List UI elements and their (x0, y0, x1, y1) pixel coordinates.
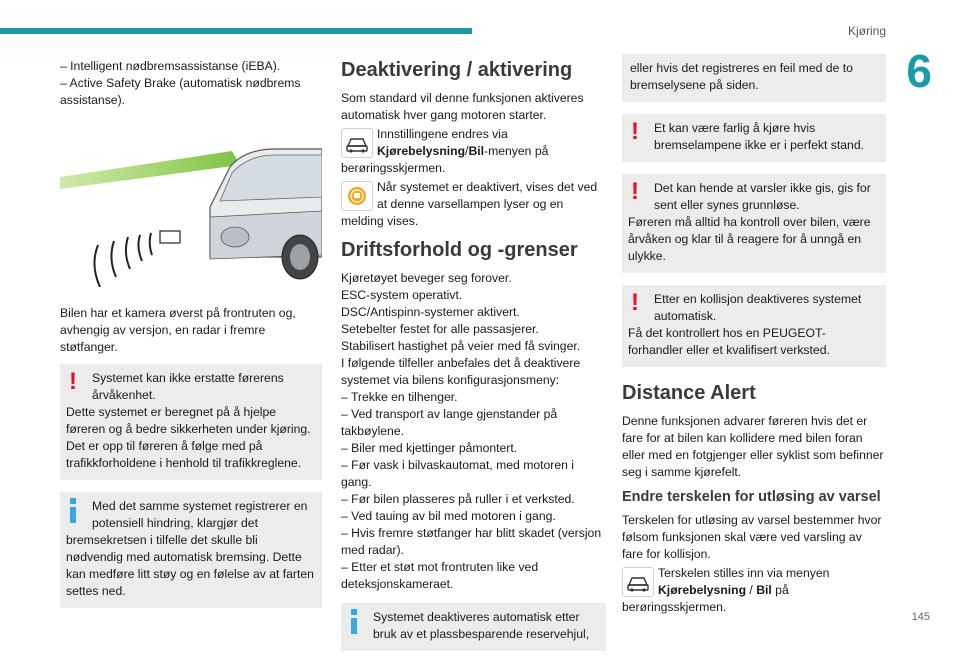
threshold-text: Terskelen stilles inn via menyen (658, 566, 830, 580)
warning-body: Dette systemet er beregnet på å hjelpe føreren og å bedre sikkerheten under kjøring. Det er opp til føreren å følge med på trafikkforholdene i henhold til trafikkreglene. (66, 405, 311, 470)
menu-name-car: Bil (468, 144, 485, 158)
warning-icon: ! (69, 368, 77, 395)
car-settings-icon (622, 567, 654, 597)
settings-text-tail: -menyen på (484, 144, 549, 158)
condition-item: ESC-system operativt. (341, 288, 463, 302)
warning-icon: ! (631, 178, 639, 205)
warning-lead: Systemet kan ikke erstatte førerens årvåkenhet. (92, 371, 284, 402)
car-settings-icon (341, 128, 373, 158)
intro-list (60, 58, 322, 109)
column-middle (341, 58, 606, 663)
condition-item: – Etter et støt mot frontruten like ved deteksjonskameraet. (341, 560, 539, 591)
indicator-text-after: melding vises. (341, 214, 419, 228)
menu-separator: / (465, 144, 469, 158)
column-right (622, 54, 886, 616)
camera-paragraph: Bilen har et kamera øverst på frontruten og, avhengig av versjon, en radar i fremre støtfanger. (60, 306, 296, 354)
info-box (341, 603, 606, 651)
deactivation-paragraph: Som standard vil denne funksjonen aktiveres automatisk hver gang motoren starter. (341, 91, 584, 122)
heading-distance-alert: Distance Alert (622, 382, 756, 404)
condition-item: – Før vask i bilvaskautomat, med motoren i gang. (341, 458, 574, 489)
condition-item: – Trekke en tilhenger. (341, 390, 458, 404)
condition-item: DSC/Antispinn-systemer aktivert. (341, 305, 520, 319)
info-icon (66, 498, 80, 522)
condition-item: Setebelter festet for alle passasjerer. (341, 322, 539, 336)
menu-separator: / (746, 583, 757, 597)
menu-name-lighting: Kjørebelysning (377, 144, 466, 158)
warning-body: Få det kontrollert hos en PEUGEOT-forhandler eller et kvalifisert verksted. (628, 326, 830, 357)
info-icon (347, 609, 361, 633)
threshold-paragraph: Terskelen for utløsing av varsel bestemmer hvor følsom funksjonen skal være ved varsling av fare for kollisjon. (622, 513, 882, 561)
warning-lead: Det kan hende at varsler ikke gis, gis for sent eller synes grunnløse. (654, 181, 871, 212)
info-text: Systemet deaktiveres automatisk etter bruk av et plassbesparende reservehjul, (373, 610, 590, 641)
warning-lead: Etter en kollisjon deaktiveres systemet automatisk. (654, 292, 862, 323)
settings-text: Innstillingene endres via (377, 127, 508, 141)
chapter-number: 6 (906, 45, 932, 97)
condition-item: I følgende tilfeller anbefales det å deaktivere systemet via bilens konfigurasjonsmeny: (341, 356, 581, 387)
info-body: bremsekretsen i tilfelle det skulle bli nødvendig med automatisk bremsing. Dette kan medføre litt støy og en følelse av at farten settes ned. (66, 533, 314, 598)
info-box (60, 492, 322, 608)
continued-text: eller hvis det registreres en feil med de to bremselysene på siden. (630, 61, 853, 92)
warning-box (60, 364, 322, 480)
column-left (60, 58, 322, 620)
menu-name-car: Bil (756, 583, 772, 597)
car-camera-figure (60, 137, 322, 287)
indicator-text: Når systemet er deaktivert, vises det ved at denne varsellampen lyser og en (377, 180, 598, 211)
deactivated-indicator (341, 179, 606, 230)
threshold-instruction (622, 565, 886, 616)
warning-icon: ! (631, 118, 639, 145)
page-number: 145 (911, 611, 930, 623)
heading-deactivation: Deaktivering / aktivering (341, 59, 573, 81)
info-lead: Med det samme systemet registrerer en potensiell hindring, klargjør det (92, 499, 308, 530)
warning-box (622, 285, 886, 367)
distance-paragraph: Denne funksjonen advarer føreren hvis det er fare for at bilen kan kollidere med bilen foran eller med en fotgjenger eller syklist som befinner seg i samme kjørefelt. (622, 414, 884, 479)
intro-item: – Intelligent nødbremsassistanse (iEBA). (60, 59, 281, 73)
condition-item: – Hvis fremre støtfanger har blitt skadet (versjon med radar). (341, 526, 602, 557)
header-accent-bar (0, 28, 472, 34)
settings-instruction (341, 126, 606, 177)
conditions-list (341, 270, 606, 593)
car-front-camera-radar-illustration (60, 137, 322, 287)
condition-item: Stabilisert hastighet på veier med få svinger. (341, 339, 581, 353)
warning-box (622, 114, 886, 162)
threshold-text-tail: på (771, 583, 789, 597)
warning-icon: ! (631, 289, 639, 316)
heading-operating-conditions: Driftsforhold og -grenser (341, 239, 578, 261)
warning-body: Føreren må alltid ha kontroll over bilen, være årvåken og klar til å reagere for å unngå en ulykke. (628, 215, 871, 263)
warning-box (622, 174, 886, 273)
alert-lamp-icon (341, 181, 373, 211)
condition-item: – Før bilen plasseres på ruller i et verksted. (341, 492, 575, 506)
condition-item: – Ved transport av lange gjenstander på takbøylene. (341, 407, 558, 438)
settings-text-after: berøringsskjermen. (341, 161, 446, 175)
condition-item: Kjøretøyet beveger seg forover. (341, 271, 512, 285)
threshold-text-after: berøringsskjermen. (622, 600, 727, 614)
condition-item: – Biler med kjettinger påmontert. (341, 441, 518, 455)
section-title: Kjøring (847, 24, 886, 38)
condition-item: – Ved tauing av bil med motoren i gang. (341, 509, 556, 523)
menu-name-lighting: Kjørebelysning (658, 583, 747, 597)
continued-info-box (622, 54, 886, 102)
heading-threshold: Endre terskelen for utløsing av varsel (622, 489, 881, 505)
intro-item: – Active Safety Brake (automatisk nødbrems assistanse). (60, 76, 301, 107)
warning-text: Et kan være farlig å kjøre hvis bremselampene ikke er i perfekt stand. (654, 121, 864, 152)
